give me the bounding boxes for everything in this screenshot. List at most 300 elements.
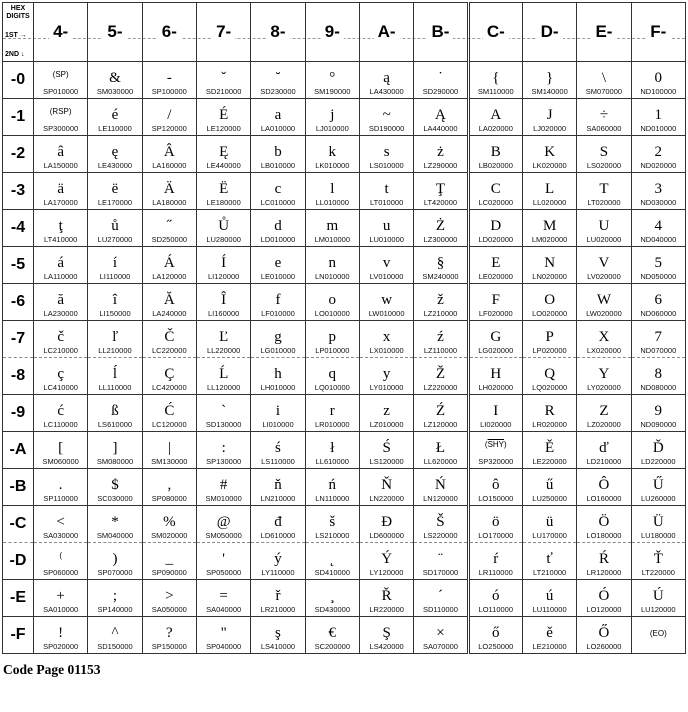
cell-char: c <box>274 181 282 197</box>
table-cell <box>142 506 196 543</box>
cell-char: (SP) <box>52 70 69 79</box>
table-cell <box>34 136 88 173</box>
cell-code: LT220000 <box>641 568 675 577</box>
table-cell <box>88 580 142 617</box>
cell-code: SD190000 <box>368 124 405 133</box>
table-cell <box>468 580 522 617</box>
cell-char: * <box>111 514 119 530</box>
cell-char: (EO) <box>649 629 667 638</box>
cell-code: SM010000 <box>205 494 242 503</box>
col-header-B <box>414 3 468 62</box>
cell-char: O <box>544 292 556 308</box>
table-row <box>3 506 686 543</box>
cell-code: ND010000 <box>640 124 677 133</box>
cell-code: LS610000 <box>97 420 133 429</box>
cell-code: LO120000 <box>586 605 622 614</box>
cell-char: ľ <box>111 329 119 345</box>
cell-char: j <box>330 107 335 123</box>
table-cell <box>251 395 305 432</box>
hex-label-line1: HEX <box>10 5 26 12</box>
table-cell <box>522 321 576 358</box>
cell-char: R <box>544 403 555 419</box>
cell-code: SM190000 <box>314 87 351 96</box>
cell-char: ţ <box>58 218 63 234</box>
cell-char: 9 <box>654 403 663 419</box>
col-header-A <box>359 3 413 62</box>
table-cell <box>88 506 142 543</box>
cell-char: É <box>219 107 229 123</box>
cell-code: SP140000 <box>97 605 133 614</box>
cell-code: SC200000 <box>314 642 351 651</box>
cell-code: LY110000 <box>261 568 295 577</box>
table-cell <box>631 432 685 469</box>
table-cell <box>142 284 196 321</box>
cell-code: LE010000 <box>260 272 296 281</box>
table-cell <box>142 173 196 210</box>
cell-char: P <box>545 329 554 345</box>
table-cell <box>34 395 88 432</box>
cell-code: LA440000 <box>423 124 458 133</box>
cell-char: š <box>329 514 336 530</box>
table-cell <box>468 543 522 580</box>
table-cell <box>468 321 522 358</box>
first-digit-label: 1ST → <box>5 32 27 39</box>
cell-code: LO180000 <box>586 531 622 540</box>
table-cell <box>631 543 685 580</box>
cell-code: ND090000 <box>640 420 677 429</box>
cell-code: SP070000 <box>97 568 133 577</box>
cell-char: Ö <box>598 514 610 530</box>
table-cell <box>251 210 305 247</box>
cell-code: LC210000 <box>43 346 78 355</box>
cell-char: F <box>491 292 500 308</box>
cell-code: LU110000 <box>532 605 567 614</box>
cell-char: ť <box>546 551 553 567</box>
cell-code: LE180000 <box>206 198 241 207</box>
table-row <box>3 284 686 321</box>
cell-code: LE220000 <box>532 457 567 466</box>
table-cell <box>631 469 685 506</box>
cell-code: LI010000 <box>262 420 294 429</box>
table-cell <box>631 247 685 284</box>
cell-code: SM050000 <box>205 531 242 540</box>
cell-code: LA230000 <box>43 309 78 318</box>
table-cell <box>359 506 413 543</box>
cell-char: Î <box>221 292 227 308</box>
cell-code: SD410000 <box>314 568 351 577</box>
cell-code: ND100000 <box>640 87 677 96</box>
cell-code: LL110000 <box>98 383 132 392</box>
cell-code: LA430000 <box>369 87 404 96</box>
cell-char: ` <box>221 403 227 419</box>
table-cell <box>88 358 142 395</box>
cell-char: / <box>167 107 172 123</box>
cell-char: r <box>329 403 335 419</box>
caption: Code Page 01153 <box>3 662 101 677</box>
table-row <box>3 580 686 617</box>
table-cell <box>305 432 359 469</box>
table-cell <box>414 62 468 99</box>
cell-char: č <box>57 329 64 345</box>
table-cell <box>577 136 631 173</box>
cell-code: ND050000 <box>640 272 677 281</box>
cell-code: LY010000 <box>369 383 404 392</box>
cell-code: LK020000 <box>532 161 567 170</box>
cell-code: SD170000 <box>422 568 459 577</box>
cell-char: ś <box>275 440 281 456</box>
col-header-label: B- <box>427 22 453 41</box>
table-cell <box>522 284 576 321</box>
cell-char: ă <box>57 292 64 308</box>
cell-char: " <box>220 625 227 641</box>
cell-code: LB010000 <box>260 161 296 170</box>
table-cell <box>251 432 305 469</box>
col-header-5 <box>88 3 142 62</box>
hex-digits-label <box>4 5 32 21</box>
table-cell <box>88 136 142 173</box>
cell-code: LD610000 <box>260 531 296 540</box>
cell-char: Ě <box>545 440 555 456</box>
cell-code: LN210000 <box>260 494 296 503</box>
cell-char: ó <box>492 588 500 604</box>
cell-code: LE440000 <box>206 161 241 170</box>
table-cell <box>522 469 576 506</box>
table-cell <box>88 395 142 432</box>
cell-code: LO010000 <box>314 309 350 318</box>
row-label-4: -4 <box>3 210 34 247</box>
cell-char: L <box>545 181 555 197</box>
cell-char: Ô <box>598 477 610 493</box>
cell-code: LI020000 <box>480 420 512 429</box>
cell-code: LM010000 <box>314 235 351 244</box>
col-header-D <box>522 3 576 62</box>
cell-char: ć <box>57 403 64 419</box>
col-header-label: A- <box>374 22 400 41</box>
cell-char: ĺ <box>112 366 118 382</box>
table-cell <box>34 173 88 210</box>
cell-code: LU270000 <box>97 235 133 244</box>
table-cell <box>359 284 413 321</box>
cell-char: (RSP) <box>49 107 72 116</box>
table-cell <box>251 617 305 654</box>
table-cell <box>414 284 468 321</box>
cell-char: C <box>490 181 501 197</box>
cell-code: LN220000 <box>369 494 404 503</box>
table-cell <box>251 284 305 321</box>
table-cell <box>577 506 631 543</box>
table-row <box>3 62 686 99</box>
cell-char: × <box>436 625 445 641</box>
cell-code: LD210000 <box>586 457 622 466</box>
cell-char: u <box>382 218 391 234</box>
row-label-9: -9 <box>3 395 34 432</box>
cell-code: SD230000 <box>260 87 296 96</box>
table-cell <box>142 617 196 654</box>
table-cell <box>34 432 88 469</box>
cell-char: Y <box>598 366 610 382</box>
cell-code: LK010000 <box>315 161 350 170</box>
table-cell <box>577 284 631 321</box>
table-cell <box>468 395 522 432</box>
table-cell <box>522 358 576 395</box>
cell-char: Ľ <box>219 329 229 345</box>
cell-char: ô <box>492 477 500 493</box>
cell-code: LC220000 <box>152 346 187 355</box>
cell-code: SP100000 <box>151 87 187 96</box>
cell-char: X <box>598 329 610 345</box>
table-cell <box>196 543 250 580</box>
cell-char: ~ <box>382 107 391 123</box>
table-cell <box>577 543 631 580</box>
cell-code: LM020000 <box>531 235 568 244</box>
cell-code: LU180000 <box>640 531 676 540</box>
cell-code: LS420000 <box>369 642 404 651</box>
table-cell <box>34 506 88 543</box>
cell-char: ! <box>58 625 64 641</box>
cell-char: 3 <box>654 181 663 197</box>
table-cell <box>577 173 631 210</box>
cell-code: LE210000 <box>532 642 567 651</box>
table-cell <box>142 580 196 617</box>
cell-char: Ń <box>435 477 446 493</box>
table-cell <box>142 136 196 173</box>
cell-code: LC420000 <box>152 383 187 392</box>
table-row <box>3 358 686 395</box>
table-cell <box>468 173 522 210</box>
cell-char: V <box>598 255 610 271</box>
cell-code: LN120000 <box>423 494 458 503</box>
cell-code: SP090000 <box>151 568 187 577</box>
cell-code: SA040000 <box>206 605 242 614</box>
cell-char: ő <box>492 625 500 641</box>
cell-code: LZ290000 <box>423 161 458 170</box>
table-cell <box>88 247 142 284</box>
second-digit-label: 2ND ↓ <box>5 51 25 58</box>
cell-char: v <box>382 255 391 271</box>
cell-char: p <box>328 329 337 345</box>
table-cell <box>305 247 359 284</box>
table-cell <box>468 432 522 469</box>
cell-char: Ţ <box>435 181 446 197</box>
table-cell <box>631 506 685 543</box>
cell-code: SP050000 <box>206 568 242 577</box>
row-label-D: -D <box>3 543 34 580</box>
cell-char: ' <box>222 551 225 567</box>
cell-code: LL210000 <box>98 346 132 355</box>
table-cell <box>468 62 522 99</box>
table-cell <box>522 136 576 173</box>
cell-code: LW020000 <box>586 309 622 318</box>
cell-char: Ç <box>164 366 175 382</box>
table-cell <box>196 62 250 99</box>
cell-char: ę <box>111 144 119 160</box>
table-cell <box>305 543 359 580</box>
table-cell <box>468 358 522 395</box>
cell-code: LO150000 <box>478 494 514 503</box>
cell-code: SP130000 <box>206 457 242 466</box>
cell-code: LL620000 <box>423 457 458 466</box>
codepage-chart <box>2 2 686 654</box>
table-cell <box>142 469 196 506</box>
cell-code: LW010000 <box>368 309 405 318</box>
table-cell <box>251 173 305 210</box>
cell-code: SM240000 <box>422 272 459 281</box>
table-cell <box>196 395 250 432</box>
row-label-1: -1 <box>3 99 34 136</box>
cell-code: LU120000 <box>640 605 676 614</box>
cell-code: SP320000 <box>478 457 514 466</box>
cell-char: d <box>274 218 282 234</box>
table-cell <box>631 99 685 136</box>
col-header-4 <box>34 3 88 62</box>
cell-char: ë <box>111 181 119 197</box>
table-row <box>3 247 686 284</box>
cell-char: ř <box>275 588 281 604</box>
cell-char: Q <box>544 366 556 382</box>
cell-code: LA110000 <box>43 272 78 281</box>
cell-code: LL020000 <box>532 198 567 207</box>
cell-char: J <box>546 107 553 123</box>
cell-char: H <box>490 366 502 382</box>
cell-char: m <box>326 218 339 234</box>
cell-code: ND030000 <box>640 198 677 207</box>
cell-char: Ă <box>163 292 175 308</box>
table-row <box>3 210 686 247</box>
cell-char: Ä <box>163 181 175 197</box>
cell-code: LN020000 <box>532 272 567 281</box>
table-cell <box>34 210 88 247</box>
cell-char: 0 <box>654 70 663 86</box>
cell-code: SM060000 <box>42 457 79 466</box>
table-cell <box>522 247 576 284</box>
table-cell <box>631 395 685 432</box>
table-cell <box>359 136 413 173</box>
cell-code: LA020000 <box>478 124 513 133</box>
table-cell <box>305 617 359 654</box>
table-cell <box>251 247 305 284</box>
table-cell <box>305 136 359 173</box>
table-cell <box>88 173 142 210</box>
cell-code: LT410000 <box>44 235 78 244</box>
cell-code: LH020000 <box>478 383 514 392</box>
cell-char: { <box>492 70 500 86</box>
col-header-label: 7- <box>212 22 235 41</box>
cell-char: ů <box>111 218 119 234</box>
cell-code: SM030000 <box>96 87 134 96</box>
cell-code: LV010000 <box>369 272 404 281</box>
cell-char: Ř <box>381 588 392 604</box>
cell-char: Ú <box>652 588 664 604</box>
table-cell <box>631 580 685 617</box>
cell-char: ( $\overline{SHY}$ ) <box>484 440 507 449</box>
cell-char: 8 <box>654 366 663 382</box>
table-cell <box>522 99 576 136</box>
table-cell <box>577 395 631 432</box>
row-label-A: -A <box>3 432 34 469</box>
cell-char: k <box>328 144 337 160</box>
cell-char: ň <box>274 477 282 493</box>
table-cell <box>305 395 359 432</box>
table-cell <box>251 62 305 99</box>
table-cell <box>359 173 413 210</box>
cell-char: A <box>490 107 502 123</box>
table-cell <box>359 617 413 654</box>
row-label-7: -7 <box>3 321 34 358</box>
cell-code: SM130000 <box>151 457 188 466</box>
cell-char: w <box>381 292 393 308</box>
table-row <box>3 617 686 654</box>
table-cell <box>142 247 196 284</box>
table-cell <box>142 432 196 469</box>
cell-code: LZ110000 <box>423 346 458 355</box>
cell-char: . <box>58 477 63 493</box>
table-cell <box>414 136 468 173</box>
cell-code: LE430000 <box>97 161 133 170</box>
cell-char: Ś <box>382 440 391 456</box>
cell-char: ° <box>329 70 336 86</box>
table-cell <box>142 99 196 136</box>
col-header-label: 5- <box>103 22 126 41</box>
table-cell <box>305 284 359 321</box>
cell-code: LE110000 <box>98 124 132 133</box>
cell-char: Ů <box>218 218 230 234</box>
table-cell <box>305 358 359 395</box>
table-cell <box>196 321 250 358</box>
table-cell <box>468 99 522 136</box>
cell-code: SD290000 <box>422 87 459 96</box>
table-cell <box>577 432 631 469</box>
cell-code: SA060000 <box>586 124 622 133</box>
cell-char: Ó <box>598 588 610 604</box>
cell-char: K <box>544 144 556 160</box>
table-cell <box>305 506 359 543</box>
cell-code: SA010000 <box>43 605 79 614</box>
cell-code: LD010000 <box>260 235 296 244</box>
row-label-5: -5 <box>3 247 34 284</box>
table-cell <box>88 284 142 321</box>
table-cell <box>196 284 250 321</box>
table-cell <box>522 580 576 617</box>
cell-code: LO250000 <box>478 642 514 651</box>
cell-code: LA010000 <box>260 124 296 133</box>
row-label-6: -6 <box>3 284 34 321</box>
table-cell <box>359 469 413 506</box>
cell-char: ŕ <box>493 551 499 567</box>
cell-code: LZ010000 <box>369 420 404 429</box>
cell-code: SD430000 <box>314 605 351 614</box>
cell-code: LJ020000 <box>533 124 567 133</box>
row-label-B: -B <box>3 469 34 506</box>
row-label-2: -2 <box>3 136 34 173</box>
cell-char: a <box>274 107 282 123</box>
cell-char: đ <box>274 514 282 530</box>
cell-char: Ď <box>652 440 664 456</box>
col-header-E <box>577 3 631 62</box>
cell-code: LS210000 <box>315 531 350 540</box>
table-cell <box>577 617 631 654</box>
table-cell <box>468 136 522 173</box>
table-cell <box>577 62 631 99</box>
cell-char: i <box>275 403 281 419</box>
cell-code: LN110000 <box>315 494 350 503</box>
cell-char: _ <box>165 551 174 567</box>
cell-code: LE020000 <box>478 272 513 281</box>
cell-char: ü <box>545 514 554 530</box>
table-cell <box>414 395 468 432</box>
table-cell <box>577 99 631 136</box>
cell-char: ź <box>437 329 444 345</box>
cell-code: LC020000 <box>478 198 514 207</box>
